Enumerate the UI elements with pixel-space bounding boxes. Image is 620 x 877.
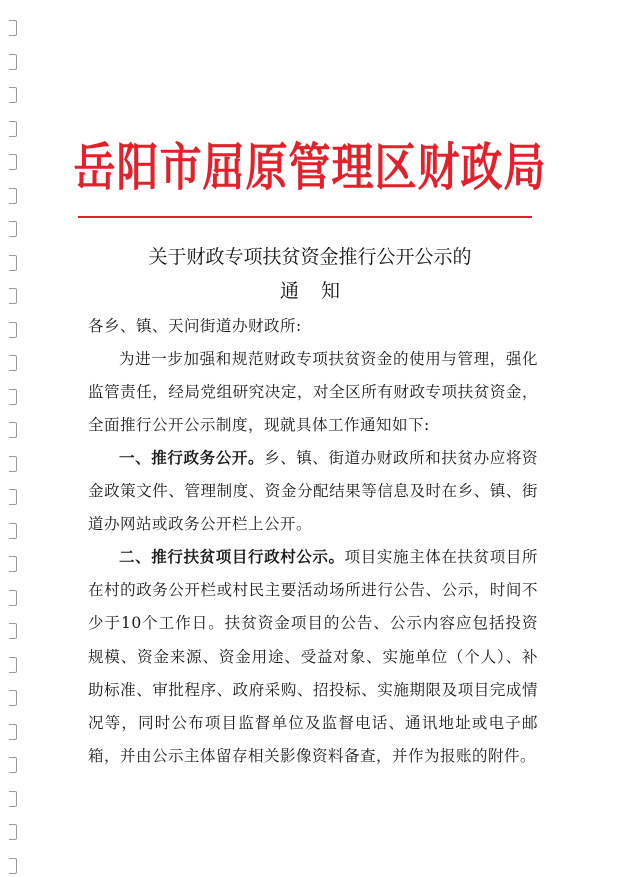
binding-bracket [9,657,17,673]
binding-bracket [9,523,17,539]
paragraph-body: 乡、镇、街道办财政所和扶贫办应将资金政策文件、管理制度、资金分配结果等信息及时在乡、镇、街道办网站或政务公开栏上公开。 [88,449,538,534]
binding-bracket [9,422,17,438]
paragraph-body: 为进一步加强和规范财政专项扶贫资金的使用与管理，强化监管责任，经局党组研究决定，对全区所有财政专项扶贫资金，全面推行公开公示制度，现就具体工作通知如下: [88,350,538,435]
red-divider-line [78,216,532,218]
paragraph-heading: 一、推行政务公开。 [119,448,265,467]
binding-bracket [9,590,17,606]
binding-bracket [9,690,17,706]
binding-bracket [9,757,17,773]
notice-title-line1: 关于财政专项扶贫资金推行公开公示的 [148,246,472,268]
binding-bracket [9,824,17,840]
binding-bracket [9,20,17,36]
salutation: 各乡、镇、天问街道办财政所: [88,317,302,335]
binding-bracket [9,724,17,740]
binding-bracket [9,623,17,639]
binding-bracket [9,221,17,237]
paragraph-section-2 [88,540,538,773]
binding-bracket [9,389,17,405]
binding-bracket [9,791,17,807]
binding-bracket [9,456,17,472]
paragraph-section-1 [88,441,538,542]
paragraph-body: 项目实施主体在扶贫项目所在村的政务公开栏或村民主要活动场所进行公告、公示，时间不少于10个工作日。扶贫资金项目的公告、公示内容应包括投资规模、资金来源、资金用途、受益对象、实施单位（个人）、补助标准、审批程序、政府采购、招投标、实施期限及项目完成情况等，同时公布项目监督单位及监督电话、通讯地址或电子邮箱，并由公示主体留存相关影像资料备查，并作为报账的附件。 [88,548,538,766]
binding-bracket [9,54,17,70]
binding-bracket [9,355,17,371]
notice-title-line2: 通知 [279,280,362,302]
masthead-title: 岳阳市屈原管理区财政局 [73,137,547,198]
binding-bracket [9,87,17,103]
binding-bracket [9,556,17,572]
binding-bracket [9,489,17,505]
binding-bracket [9,858,17,874]
paragraph-heading: 二、推行扶贫项目行政村公示。 [119,547,345,566]
binding-bracket [9,322,17,338]
paragraph-intro [88,342,538,443]
